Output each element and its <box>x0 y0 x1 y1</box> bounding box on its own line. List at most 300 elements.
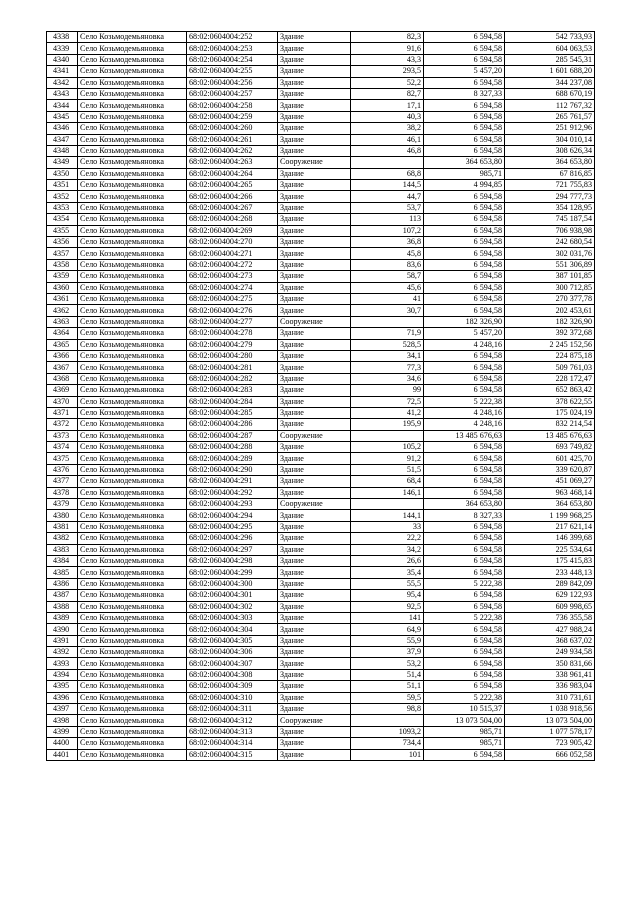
cadastral-number-cell: 68:02:0604004:312 <box>187 715 278 726</box>
table-row <box>47 316 595 327</box>
cadastral-value-cell: 224 875,18 <box>505 350 595 361</box>
object-type-cell: Здание <box>278 271 351 282</box>
cadastral-number-cell: 68:02:0604004:274 <box>187 282 278 293</box>
settlement-name-cell: Село Козьмодемьяновка <box>78 66 187 77</box>
cadastral-number-cell: 68:02:0604004:294 <box>187 510 278 521</box>
specific-value-cell: 364 653,80 <box>424 157 505 168</box>
table-row <box>47 726 595 737</box>
object-type-cell: Здание <box>278 259 351 270</box>
cadastral-value-cell: 378 622,55 <box>505 396 595 407</box>
cadastral-value-table <box>46 31 595 761</box>
settlement-name-cell: Село Козьмодемьяновка <box>78 749 187 760</box>
cadastral-number-cell: 68:02:0604004:270 <box>187 237 278 248</box>
table-row <box>47 464 595 475</box>
specific-value-cell: 6 594,58 <box>424 476 505 487</box>
specific-value-cell: 6 594,58 <box>424 237 505 248</box>
cadastral-value-cell: 604 063,53 <box>505 43 595 54</box>
settlement-name-cell: Село Козьмодемьяновка <box>78 339 187 350</box>
area-cell: 44,7 <box>351 191 424 202</box>
specific-value-cell: 6 594,58 <box>424 624 505 635</box>
cadastral-value-cell: 308 626,34 <box>505 145 595 156</box>
cadastral-value-cell: 542 733,93 <box>505 32 595 43</box>
specific-value-cell: 6 594,58 <box>424 749 505 760</box>
cadastral-number-cell: 68:02:0604004:313 <box>187 726 278 737</box>
cadastral-number-cell: 68:02:0604004:310 <box>187 692 278 703</box>
row-number-cell: 4342 <box>47 77 78 88</box>
table-row <box>47 738 595 749</box>
object-type-cell: Здание <box>278 362 351 373</box>
specific-value-cell: 6 594,58 <box>424 544 505 555</box>
specific-value-cell: 6 594,58 <box>424 43 505 54</box>
cadastral-number-cell: 68:02:0604004:296 <box>187 533 278 544</box>
specific-value-cell: 985,71 <box>424 738 505 749</box>
settlement-name-cell: Село Козьмодемьяновка <box>78 282 187 293</box>
table-row <box>47 510 595 521</box>
cadastral-number-cell: 68:02:0604004:288 <box>187 442 278 453</box>
area-cell: 113 <box>351 214 424 225</box>
table-row <box>47 487 595 498</box>
cadastral-number-cell: 68:02:0604004:266 <box>187 191 278 202</box>
table-row <box>47 339 595 350</box>
object-type-cell: Здание <box>278 237 351 248</box>
cadastral-number-cell: 68:02:0604004:292 <box>187 487 278 498</box>
table-row <box>47 681 595 692</box>
cadastral-value-cell: 350 831,66 <box>505 658 595 669</box>
row-number-cell: 4376 <box>47 464 78 475</box>
table-row <box>47 191 595 202</box>
settlement-name-cell: Село Козьмодемьяновка <box>78 123 187 134</box>
specific-value-cell: 5 222,38 <box>424 612 505 623</box>
settlement-name-cell: Село Козьмодемьяновка <box>78 396 187 407</box>
area-cell <box>351 430 424 441</box>
table-row <box>47 590 595 601</box>
area-cell: 68,8 <box>351 168 424 179</box>
area-cell: 53,2 <box>351 658 424 669</box>
settlement-name-cell: Село Козьмодемьяновка <box>78 77 187 88</box>
object-type-cell: Здание <box>278 464 351 475</box>
specific-value-cell: 364 653,80 <box>424 499 505 510</box>
cadastral-value-cell: 1 199 968,25 <box>505 510 595 521</box>
object-type-cell: Здание <box>278 145 351 156</box>
settlement-name-cell: Село Козьмодемьяновка <box>78 430 187 441</box>
cadastral-value-cell: 832 214,54 <box>505 419 595 430</box>
specific-value-cell: 4 248,16 <box>424 339 505 350</box>
settlement-name-cell: Село Козьмодемьяновка <box>78 476 187 487</box>
cadastral-number-cell: 68:02:0604004:284 <box>187 396 278 407</box>
table-row <box>47 123 595 134</box>
area-cell: 91,2 <box>351 453 424 464</box>
specific-value-cell: 6 594,58 <box>424 214 505 225</box>
area-cell: 144,5 <box>351 180 424 191</box>
specific-value-cell: 6 594,58 <box>424 123 505 134</box>
cadastral-value-cell: 354 128,95 <box>505 202 595 213</box>
row-number-cell: 4353 <box>47 202 78 213</box>
cadastral-number-cell: 68:02:0604004:281 <box>187 362 278 373</box>
cadastral-value-cell: 344 237,08 <box>505 77 595 88</box>
cadastral-number-cell: 68:02:0604004:262 <box>187 145 278 156</box>
object-type-cell: Здание <box>278 738 351 749</box>
table-row <box>47 373 595 384</box>
specific-value-cell: 6 594,58 <box>424 373 505 384</box>
row-number-cell: 4367 <box>47 362 78 373</box>
object-type-cell: Здание <box>278 544 351 555</box>
area-cell: 35,4 <box>351 567 424 578</box>
cadastral-number-cell: 68:02:0604004:269 <box>187 225 278 236</box>
settlement-name-cell: Село Козьмодемьяновка <box>78 647 187 658</box>
row-number-cell: 4351 <box>47 180 78 191</box>
row-number-cell: 4382 <box>47 533 78 544</box>
cadastral-number-cell: 68:02:0604004:304 <box>187 624 278 635</box>
row-number-cell: 4343 <box>47 88 78 99</box>
specific-value-cell: 6 594,58 <box>424 442 505 453</box>
table-row <box>47 658 595 669</box>
cadastral-number-cell: 68:02:0604004:252 <box>187 32 278 43</box>
object-type-cell: Здание <box>278 419 351 430</box>
cadastral-number-cell: 68:02:0604004:287 <box>187 430 278 441</box>
cadastral-number-cell: 68:02:0604004:309 <box>187 681 278 692</box>
object-type-cell: Здание <box>278 123 351 134</box>
specific-value-cell: 8 327,33 <box>424 88 505 99</box>
area-cell: 51,5 <box>351 464 424 475</box>
cadastral-value-cell: 249 934,58 <box>505 647 595 658</box>
cadastral-number-cell: 68:02:0604004:302 <box>187 601 278 612</box>
settlement-name-cell: Село Козьмодемьяновка <box>78 601 187 612</box>
object-type-cell: Здание <box>278 191 351 202</box>
object-type-cell: Здание <box>278 726 351 737</box>
table-row <box>47 305 595 316</box>
settlement-name-cell: Село Козьмодемьяновка <box>78 453 187 464</box>
row-number-cell: 4370 <box>47 396 78 407</box>
specific-value-cell: 6 594,58 <box>424 271 505 282</box>
settlement-name-cell: Село Козьмодемьяновка <box>78 168 187 179</box>
specific-value-cell: 6 594,58 <box>424 282 505 293</box>
row-number-cell: 4399 <box>47 726 78 737</box>
specific-value-cell: 6 594,58 <box>424 521 505 532</box>
object-type-cell: Здание <box>278 305 351 316</box>
specific-value-cell: 6 594,58 <box>424 647 505 658</box>
specific-value-cell: 6 594,58 <box>424 555 505 566</box>
cadastral-value-cell: 745 187,54 <box>505 214 595 225</box>
row-number-cell: 4386 <box>47 578 78 589</box>
object-type-cell: Здание <box>278 442 351 453</box>
area-cell: 71,9 <box>351 328 424 339</box>
area-cell: 26,6 <box>351 555 424 566</box>
cadastral-value-cell: 652 863,42 <box>505 385 595 396</box>
table-row <box>47 453 595 464</box>
area-cell: 34,6 <box>351 373 424 384</box>
cadastral-value-cell: 13 073 504,00 <box>505 715 595 726</box>
settlement-name-cell: Село Козьмодемьяновка <box>78 111 187 122</box>
cadastral-number-cell: 68:02:0604004:291 <box>187 476 278 487</box>
object-type-cell: Здание <box>278 669 351 680</box>
row-number-cell: 4354 <box>47 214 78 225</box>
object-type-cell: Здание <box>278 567 351 578</box>
row-number-cell: 4355 <box>47 225 78 236</box>
table-row <box>47 635 595 646</box>
row-number-cell: 4368 <box>47 373 78 384</box>
area-cell: 34,2 <box>351 544 424 555</box>
specific-value-cell: 6 594,58 <box>424 601 505 612</box>
specific-value-cell: 6 594,58 <box>424 293 505 304</box>
specific-value-cell: 6 594,58 <box>424 453 505 464</box>
cadastral-value-cell: 202 453,61 <box>505 305 595 316</box>
area-cell: 68,4 <box>351 476 424 487</box>
object-type-cell: Сооружение <box>278 715 351 726</box>
cadastral-number-cell: 68:02:0604004:301 <box>187 590 278 601</box>
cadastral-value-cell: 1 077 578,17 <box>505 726 595 737</box>
cadastral-number-cell: 68:02:0604004:254 <box>187 54 278 65</box>
object-type-cell: Здание <box>278 180 351 191</box>
cadastral-value-cell: 963 468,14 <box>505 487 595 498</box>
table-row <box>47 168 595 179</box>
table-row <box>47 225 595 236</box>
settlement-name-cell: Село Козьмодемьяновка <box>78 43 187 54</box>
table-row <box>47 350 595 361</box>
area-cell: 59,5 <box>351 692 424 703</box>
specific-value-cell: 5 457,20 <box>424 66 505 77</box>
row-number-cell: 4385 <box>47 567 78 578</box>
row-number-cell: 4369 <box>47 385 78 396</box>
specific-value-cell: 6 594,58 <box>424 533 505 544</box>
cadastral-number-cell: 68:02:0604004:280 <box>187 350 278 361</box>
object-type-cell: Здание <box>278 77 351 88</box>
cadastral-value-cell: 392 372,68 <box>505 328 595 339</box>
settlement-name-cell: Село Козьмодемьяновка <box>78 305 187 316</box>
area-cell: 528,5 <box>351 339 424 350</box>
area-cell <box>351 715 424 726</box>
object-type-cell: Здание <box>278 214 351 225</box>
table-row <box>47 32 595 43</box>
table-row <box>47 385 595 396</box>
object-type-cell: Здание <box>278 350 351 361</box>
cadastral-value-cell: 225 534,64 <box>505 544 595 555</box>
cadastral-value-cell: 175 415,83 <box>505 555 595 566</box>
table-row <box>47 134 595 145</box>
table-row <box>47 567 595 578</box>
area-cell: 52,2 <box>351 77 424 88</box>
table-row <box>47 533 595 544</box>
settlement-name-cell: Село Козьмодемьяновка <box>78 407 187 418</box>
table-row <box>47 259 595 270</box>
table-row <box>47 111 595 122</box>
specific-value-cell: 6 594,58 <box>424 54 505 65</box>
table-row <box>47 180 595 191</box>
area-cell: 22,2 <box>351 533 424 544</box>
area-cell: 144,1 <box>351 510 424 521</box>
cadastral-value-cell: 723 905,42 <box>505 738 595 749</box>
object-type-cell: Сооружение <box>278 316 351 327</box>
cadastral-number-cell: 68:02:0604004:300 <box>187 578 278 589</box>
area-cell: 98,8 <box>351 704 424 715</box>
row-number-cell: 4358 <box>47 259 78 270</box>
specific-value-cell: 6 594,58 <box>424 658 505 669</box>
cadastral-value-cell: 242 680,54 <box>505 237 595 248</box>
row-number-cell: 4361 <box>47 293 78 304</box>
cadastral-value-cell: 509 761,03 <box>505 362 595 373</box>
table-row <box>47 396 595 407</box>
settlement-name-cell: Село Козьмодемьяновка <box>78 487 187 498</box>
area-cell: 82,7 <box>351 88 424 99</box>
cadastral-number-cell: 68:02:0604004:306 <box>187 647 278 658</box>
specific-value-cell: 6 594,58 <box>424 77 505 88</box>
table-body <box>47 32 595 761</box>
cadastral-number-cell: 68:02:0604004:275 <box>187 293 278 304</box>
cadastral-number-cell: 68:02:0604004:282 <box>187 373 278 384</box>
table-row <box>47 749 595 760</box>
cadastral-value-cell: 217 621,14 <box>505 521 595 532</box>
settlement-name-cell: Село Козьмодемьяновка <box>78 100 187 111</box>
object-type-cell: Здание <box>278 521 351 532</box>
cadastral-value-cell: 13 485 676,63 <box>505 430 595 441</box>
object-type-cell: Здание <box>278 658 351 669</box>
settlement-name-cell: Село Козьмодемьяновка <box>78 202 187 213</box>
object-type-cell: Здание <box>278 32 351 43</box>
object-type-cell: Здание <box>278 396 351 407</box>
area-cell: 91,6 <box>351 43 424 54</box>
table-row <box>47 77 595 88</box>
cadastral-value-cell: 300 712,85 <box>505 282 595 293</box>
row-number-cell: 4362 <box>47 305 78 316</box>
settlement-name-cell: Село Козьмодемьяновка <box>78 533 187 544</box>
row-number-cell: 4338 <box>47 32 78 43</box>
row-number-cell: 4340 <box>47 54 78 65</box>
area-cell: 82,3 <box>351 32 424 43</box>
object-type-cell: Здание <box>278 635 351 646</box>
row-number-cell: 4377 <box>47 476 78 487</box>
cadastral-value-cell: 112 767,32 <box>505 100 595 111</box>
specific-value-cell: 6 594,58 <box>424 385 505 396</box>
row-number-cell: 4396 <box>47 692 78 703</box>
settlement-name-cell: Село Козьмодемьяновка <box>78 669 187 680</box>
table-row <box>47 476 595 487</box>
specific-value-cell: 13 485 676,63 <box>424 430 505 441</box>
cadastral-number-cell: 68:02:0604004:273 <box>187 271 278 282</box>
table-row <box>47 237 595 248</box>
area-cell: 51,1 <box>351 681 424 692</box>
specific-value-cell: 13 073 504,00 <box>424 715 505 726</box>
table-row <box>47 271 595 282</box>
area-cell: 72,5 <box>351 396 424 407</box>
cadastral-value-cell: 336 983,04 <box>505 681 595 692</box>
specific-value-cell: 5 222,38 <box>424 578 505 589</box>
object-type-cell: Здание <box>278 168 351 179</box>
area-cell: 58,7 <box>351 271 424 282</box>
object-type-cell: Здание <box>278 590 351 601</box>
cadastral-value-cell: 451 069,27 <box>505 476 595 487</box>
settlement-name-cell: Село Козьмодемьяновка <box>78 419 187 430</box>
row-number-cell: 4378 <box>47 487 78 498</box>
cadastral-number-cell: 68:02:0604004:272 <box>187 259 278 270</box>
table-row <box>47 612 595 623</box>
row-number-cell: 4339 <box>47 43 78 54</box>
area-cell: 40,3 <box>351 111 424 122</box>
object-type-cell: Сооружение <box>278 430 351 441</box>
cadastral-number-cell: 68:02:0604004:263 <box>187 157 278 168</box>
table-row <box>47 202 595 213</box>
area-cell: 107,2 <box>351 225 424 236</box>
row-number-cell: 4341 <box>47 66 78 77</box>
area-cell: 34,1 <box>351 350 424 361</box>
settlement-name-cell: Село Козьмодемьяновка <box>78 635 187 646</box>
cadastral-number-cell: 68:02:0604004:277 <box>187 316 278 327</box>
specific-value-cell: 6 594,58 <box>424 487 505 498</box>
settlement-name-cell: Село Козьмодемьяновка <box>78 499 187 510</box>
cadastral-number-cell: 68:02:0604004:271 <box>187 248 278 259</box>
area-cell: 64,9 <box>351 624 424 635</box>
settlement-name-cell: Село Козьмодемьяновка <box>78 237 187 248</box>
specific-value-cell: 182 326,90 <box>424 316 505 327</box>
settlement-name-cell: Село Козьмодемьяновка <box>78 271 187 282</box>
cadastral-number-cell: 68:02:0604004:283 <box>187 385 278 396</box>
row-number-cell: 4391 <box>47 635 78 646</box>
row-number-cell: 4360 <box>47 282 78 293</box>
cadastral-number-cell: 68:02:0604004:253 <box>187 43 278 54</box>
object-type-cell: Здание <box>278 692 351 703</box>
row-number-cell: 4398 <box>47 715 78 726</box>
area-cell: 36,8 <box>351 237 424 248</box>
table-row <box>47 362 595 373</box>
cadastral-number-cell: 68:02:0604004:308 <box>187 669 278 680</box>
settlement-name-cell: Село Козьмодемьяновка <box>78 157 187 168</box>
cadastral-value-cell: 551 306,89 <box>505 259 595 270</box>
specific-value-cell: 4 248,16 <box>424 407 505 418</box>
row-number-cell: 4395 <box>47 681 78 692</box>
area-cell: 17,1 <box>351 100 424 111</box>
row-number-cell: 4364 <box>47 328 78 339</box>
settlement-name-cell: Село Козьмодемьяновка <box>78 521 187 532</box>
specific-value-cell: 6 594,58 <box>424 464 505 475</box>
object-type-cell: Здание <box>278 100 351 111</box>
row-number-cell: 4372 <box>47 419 78 430</box>
settlement-name-cell: Село Козьмодемьяновка <box>78 225 187 236</box>
cadastral-value-cell: 693 749,82 <box>505 442 595 453</box>
row-number-cell: 4356 <box>47 237 78 248</box>
settlement-name-cell: Село Козьмодемьяновка <box>78 180 187 191</box>
settlement-name-cell: Село Козьмодемьяновка <box>78 715 187 726</box>
settlement-name-cell: Село Козьмодемьяновка <box>78 510 187 521</box>
row-number-cell: 4365 <box>47 339 78 350</box>
cadastral-number-cell: 68:02:0604004:261 <box>187 134 278 145</box>
settlement-name-cell: Село Козьмодемьяновка <box>78 590 187 601</box>
object-type-cell: Здание <box>278 339 351 350</box>
row-number-cell: 4371 <box>47 407 78 418</box>
area-cell: 1093,2 <box>351 726 424 737</box>
specific-value-cell: 6 594,58 <box>424 350 505 361</box>
settlement-name-cell: Село Козьмодемьяновка <box>78 442 187 453</box>
cadastral-value-cell: 67 816,85 <box>505 168 595 179</box>
cadastral-value-cell: 368 637,02 <box>505 635 595 646</box>
settlement-name-cell: Село Козьмодемьяновка <box>78 612 187 623</box>
row-number-cell: 4350 <box>47 168 78 179</box>
table-row <box>47 430 595 441</box>
area-cell: 77,3 <box>351 362 424 373</box>
specific-value-cell: 4 994,85 <box>424 180 505 191</box>
table-row <box>47 601 595 612</box>
row-number-cell: 4366 <box>47 350 78 361</box>
cadastral-value-cell: 387 101,85 <box>505 271 595 282</box>
table-row <box>47 43 595 54</box>
cadastral-value-cell: 364 653,80 <box>505 157 595 168</box>
table-row <box>47 157 595 168</box>
area-cell: 195,9 <box>351 419 424 430</box>
cadastral-number-cell: 68:02:0604004:278 <box>187 328 278 339</box>
specific-value-cell: 6 594,58 <box>424 145 505 156</box>
specific-value-cell: 6 594,58 <box>424 635 505 646</box>
object-type-cell: Здание <box>278 134 351 145</box>
settlement-name-cell: Село Козьмодемьяновка <box>78 145 187 156</box>
object-type-cell: Здание <box>278 601 351 612</box>
specific-value-cell: 5 457,20 <box>424 328 505 339</box>
